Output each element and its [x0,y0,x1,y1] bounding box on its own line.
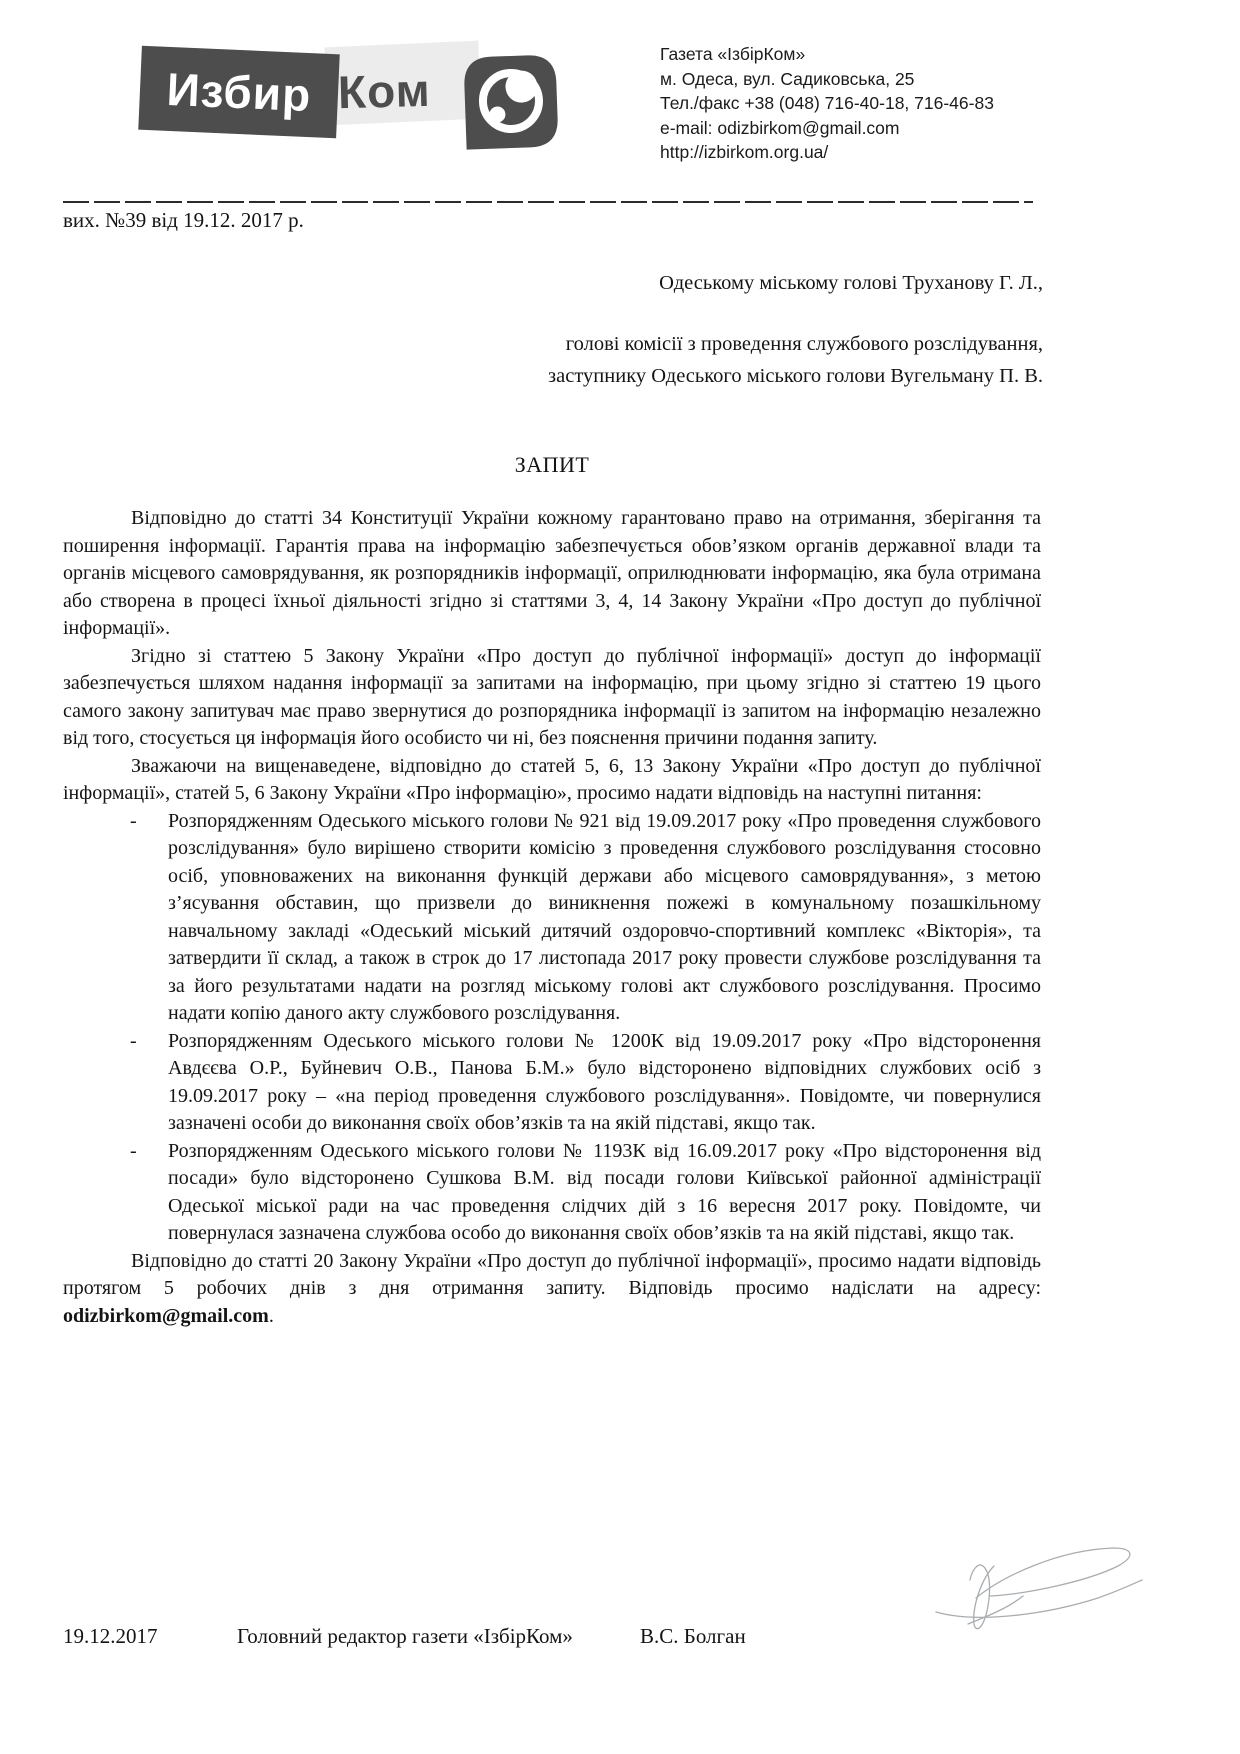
header-email: e-mail: odizbirkom@gmail.com [660,117,900,138]
header-contacts [660,42,1120,165]
header-newspaper-name: Газета «ІзбірКом» [660,44,806,64]
handwritten-signature [928,1536,1168,1646]
list-item-text: Розпорядженням Одеського міського голови № 1200К від 19.09.2017 року «Про відсторонення Авдєєва О.Р., Буйневич О.В., Панова Б.М.» було відсторонено відповідних службових осіб з 19.09.2017 року – «на період проведення службового розслідування». Повідомте, чи повернулися зазначені особи до виконання своїх обов’язків та на якій підставі, якщо так. [168,1029,1041,1134]
logo-dark-box [138,46,339,139]
eye-lens-icon [462,53,559,150]
logo-text-primary: Избир [165,62,313,122]
paragraph-constitution: Відповідно до статті 34 Конституції України кожному гарантовано право на отримання, зберігання та поширення інформації. Гарантія права на інформацію забезпечується обов’язком органів державної влади та органів місцевого самоврядування, як розпорядників інформації, оприлюднювати інформацію, яка була отримана або створена в процесі їхньої діяльності згідно зі статтями 3, 4, 14 Закону України «Про доступ до публічної інформації». [63,507,1041,639]
list-item-order-921 [63,808,1041,1028]
closing-text: Відповідно до статті 20 Закону України «Про доступ до публічної інформації», просимо надати відповідь протягом 5 робочих днів з дня отримання запиту. Відповідь просимо надіслати на адресу: [63,1249,1041,1299]
list-item-text: Розпорядженням Одеського міського голови № 921 від 19.09.2017 року «Про проведення службового розслідування» було вирішено створити комісію з проведення службового розслідування стосовно осіб, уповноважених на виконання функцій держави або місцевого самоврядування», з метою з’ясування обставин, що призвели до виникнення пожежі в комунальному позашкільному навчальному закладі «Одеський міський дитячий оздоровчо-спортивний комплекс «Вікторія», та затвердити її склад, а також в строк до 17 листопада 2017 року провести службове розслідування та за його результатами надати на розгляд міському голові акт службового розслідування. Просимо надати копію даного акту службового розслідування. [168,809,1041,1024]
paragraph-access-law: Згідно зі статтею 5 Закону України «Про доступ до публічної інформації» доступ до інформації забезпечується шляхом надання інформації за запитами на інформацію, при цьому згідно зі статтею 19 цього самого закону запитувач має право звернутися до розпорядника інформації із запитом на інформацію незалежно від того, стосується ця інформація його особисто чи ні, без пояснення причини подання запиту. [63,644,1041,749]
addressee-mayor: Одеському міському голові Труханову Г. Л., [659,272,1043,294]
addressee-commission-head: голові комісії з проведення службового розслідування, [565,333,1043,355]
header-address: м. Одеса, вул. Садиковська, 25 [660,68,915,89]
header-website: http://izbirkom.org.ua/ [660,142,829,162]
dash-marker: - [130,1139,137,1162]
dash-marker: - [130,1029,137,1052]
reply-email: odizbirkom@gmail.com [63,1304,269,1327]
header-phone: Тел./факс +38 (048) 716-40-18, 716-46-83 [660,93,994,113]
addressee-commission [63,328,1043,392]
logo-text-secondary: Ком [337,63,432,119]
list-item-order-1193k [63,1138,1041,1248]
signoff-date: 19.12.2017 [63,1624,158,1648]
dashed-separator [63,201,1033,203]
paragraph-request-intro: Зважаючи на вищенаведене, відповідно до статей 5, 6, 13 Закону України «Про доступ до публічної інформації», статей 5, 6 Закону України «Про інформацію», просимо надати відповідь на наступні питання: [63,754,1041,804]
list-item-order-1200k [63,1028,1041,1138]
addressee-deputy-mayor: заступнику Одеського міського голови Вугельману П. В. [548,365,1043,387]
signoff-role: Головний редактор газети «ІзбірКом» [237,1624,573,1648]
closing-period: . [268,1304,274,1327]
list-item-text: Розпорядженням Одеського міського голови № 1193К від 16.09.2017 року «Про відсторонення від посади» було відсторонено Сушкова В.М. від посади голови Київської районної адміністрації Одеської міської ради на час проведення слідчих дій з 16 вересня 2017 року. Повідомте, чи повернулася зазначена службова особо до виконання своїх обов’язків та на якій підставі, якщо так. [168,1139,1041,1244]
signoff-name: В.С. Болган [640,1624,746,1648]
outgoing-reference: вих. №39 від 19.12. 2017 р. [63,208,304,232]
paragraph-closing [63,1248,1041,1331]
document-title: ЗАПИТ [514,452,590,477]
dash-marker: - [130,809,137,832]
izbirkom-logo [0,0,620,180]
letter-body [63,505,1041,1330]
